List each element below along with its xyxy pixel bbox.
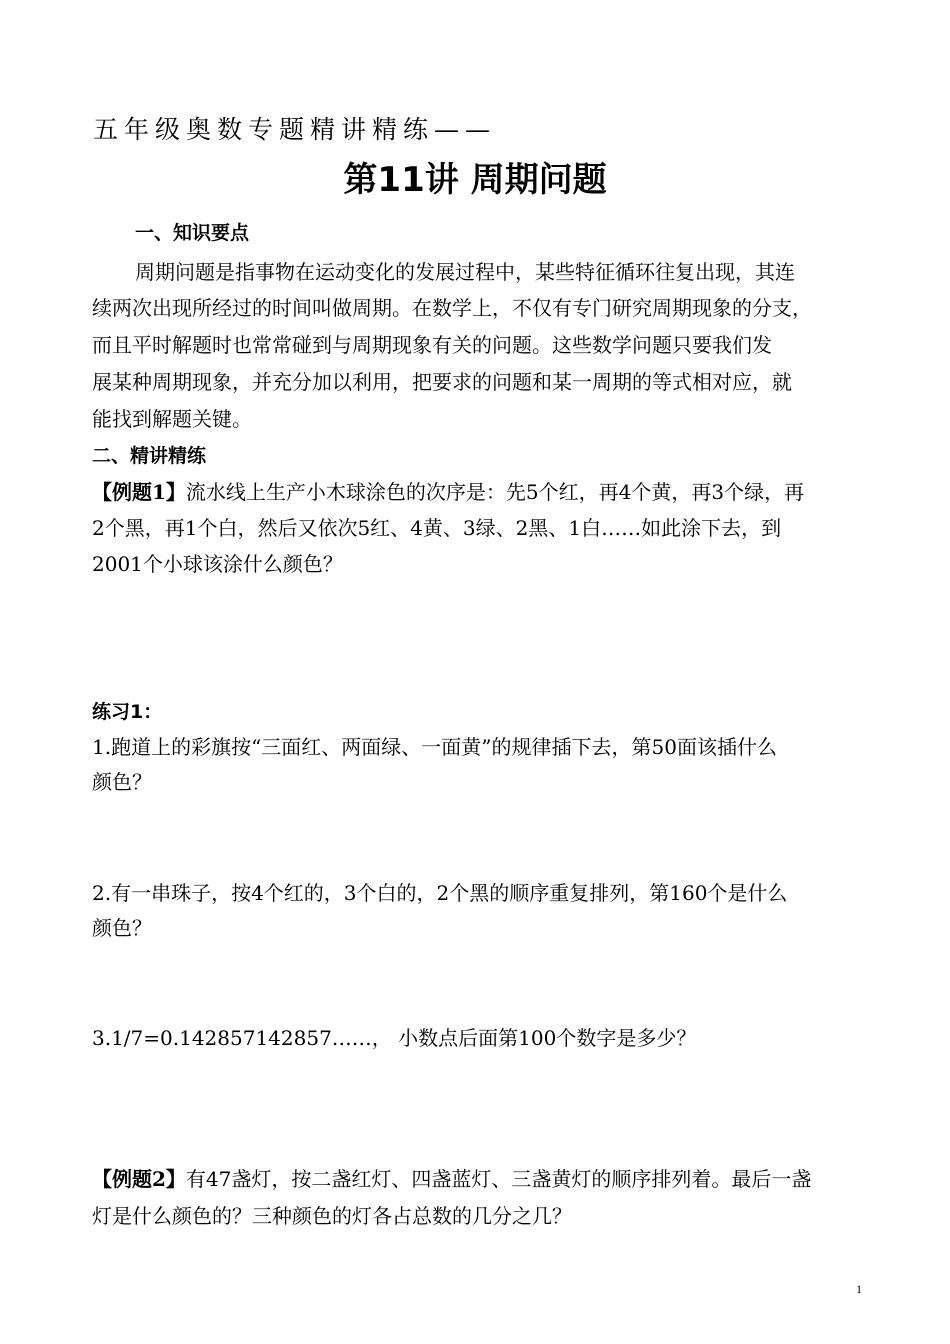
paragraph-line: 展某种周期现象，并充分加以利用，把要求的问题和某一周期的等式相对应，就 xyxy=(92,370,792,394)
series-title: 五年级奥数专题精讲精练—— xyxy=(93,115,497,144)
example2-line: 灯是什么颜色的？三种颜色的灯各占总数的几分之几？ xyxy=(92,1204,572,1228)
paragraph-line: 能找到解题关键。 xyxy=(92,407,252,431)
paragraph-line: 续两次出现所经过的时间叫做周期。在数学上，不仅有专门研究周期现象的分支， xyxy=(92,296,812,320)
practice1-question-3: 3.1/7=0.142857142857……， 小数点后面第100个数字是多少？ xyxy=(92,1026,697,1050)
example1-line: 2001个小球该涂什么颜色？ xyxy=(92,552,343,576)
practice1-heading: 练习1： xyxy=(92,701,163,723)
practice1-question-1: 1.跑道上的彩旗按“三面红、两面绿、一面黄”的规律插下去，第50面该插什么 xyxy=(92,735,777,759)
paragraph-line: 周期问题是指事物在运动变化的发展过程中，某些特征循环往复出现，其连 xyxy=(135,260,795,284)
example1-line: 2个黑，再1个白，然后又依次5红、4黄、3绿、2黑、1白……如此涂下去，到 xyxy=(92,516,782,540)
practice1-question-1-cont: 颜色？ xyxy=(92,770,152,794)
practice1-question-2: 2.有一串珠子，按4个红的，3个白的，2个黑的顺序重复排列，第160个是什么 xyxy=(92,881,788,905)
lecture-title: 第11讲 周期问题 xyxy=(343,160,607,200)
example1-line xyxy=(92,476,804,505)
paragraph-line: 而且平时解题时也常常碰到与周期现象有关的问题。这些数学问题只要我们发 xyxy=(92,333,772,357)
example1-text: 流水线上生产小木球涂色的次序是：先5个红，再4个黄，再3个绿，再 xyxy=(185,480,805,504)
practice1-question-2-cont: 颜色？ xyxy=(92,916,152,940)
example2-line xyxy=(92,1163,811,1192)
page-number: 1 xyxy=(856,1282,862,1296)
section-heading-knowledge: 一、知识要点 xyxy=(135,222,250,244)
example1-label: 【例题1】 xyxy=(92,480,186,504)
example2-text: 有47盏灯，按二盏红灯、四盏蓝灯、三盏黄灯的顺序排列着。最后一盏 xyxy=(185,1167,812,1191)
section-heading-practice: 二、精讲精练 xyxy=(92,445,207,467)
example2-label: 【例题2】 xyxy=(92,1167,186,1191)
